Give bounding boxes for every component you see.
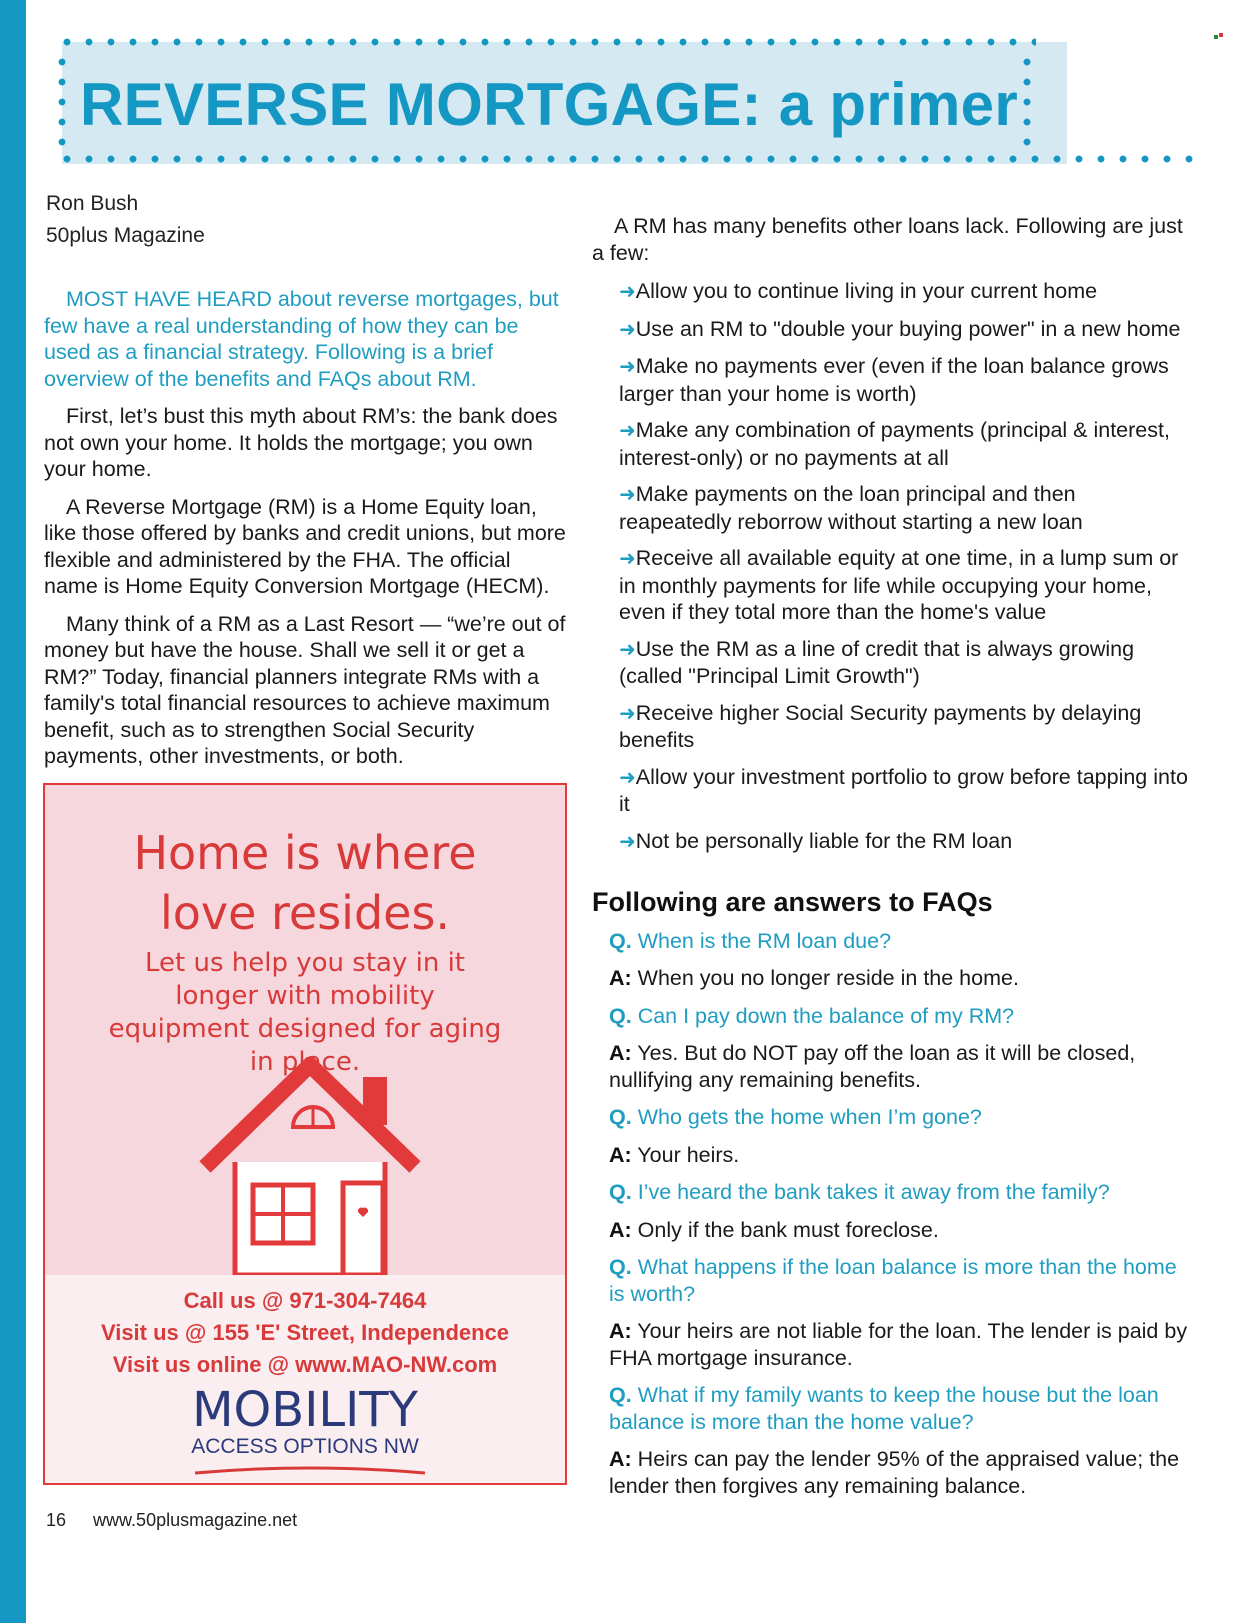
faq-question: Q. Who gets the home when I’m gone? xyxy=(609,1105,982,1129)
benefit-item: ➜Use the RM as a line of credit that is always growing (called "Principal Limit Growth") xyxy=(619,636,1135,688)
arrow-icon: ➜ xyxy=(619,548,636,570)
faq-answer: A: Only if the bank must foreclose. xyxy=(609,1217,939,1242)
faq-list xyxy=(592,928,1192,1500)
benefits-intro: A RM has many benefits other loans lack. Following are just a few: xyxy=(592,214,1183,265)
mobility-logo-subtitle: ACCESS OPTIONS NW xyxy=(191,1435,419,1458)
corner-mark-icon xyxy=(1214,33,1224,41)
ad-contact-panel xyxy=(45,1275,565,1485)
page-number: 16 xyxy=(46,1510,67,1530)
benefit-item: ➜Make payments on the loan principal and then reapeatedly reborrow without starting a new loan xyxy=(619,482,1083,534)
benefit-item: ➜Not be personally liable for the RM loan xyxy=(619,828,1013,853)
house-icon xyxy=(195,1057,425,1275)
intro-paragraph: MOST HAVE HEARD about reverse mortgages, but few have a real understanding of how they can be used as a financial strategy. Following is a brief overview of the benefits and FAQs about RM. xyxy=(44,287,559,391)
title-dots-right xyxy=(1023,52,1031,152)
byline-author: Ron Bush xyxy=(46,192,139,215)
benefit-item: ➜Make no payments ever (even if the loan balance grows larger than your home is worth) xyxy=(619,354,1169,406)
title-dots-left xyxy=(58,52,66,152)
ad-contact-list xyxy=(45,1285,565,1381)
page-footer xyxy=(46,1510,319,1531)
faq-answer: A: Heirs can pay the lender 95% of the appraised value; the lender then forgives any remaining balance. xyxy=(609,1447,1180,1498)
mobility-logo: MOBILITY xyxy=(192,1382,418,1438)
logo-swoosh-icon xyxy=(195,1465,425,1477)
paragraph: A Reverse Mortgage (RM) is a Home Equity loan, like those offered by banks and credit unions, but more flexible and administered by the FHA. The official name is Home Equity Conversion Mortgage (HECM). xyxy=(44,494,566,598)
arrow-icon: ➜ xyxy=(619,484,636,506)
faq-answer: A: Your heirs are not liable for the loan. The lender is paid by FHA mortgage insurance. xyxy=(609,1319,1188,1370)
benefits-list xyxy=(592,278,1192,855)
byline-publication: 50plus Magazine xyxy=(46,224,205,247)
ad-address: Visit us @ 155 'E' Street, Independence xyxy=(100,1320,510,1345)
arrow-icon: ➜ xyxy=(619,356,636,378)
faq-question: Q. What if my family wants to keep the house but the loan balance is more than the home value? xyxy=(609,1383,1159,1434)
faq-answer: A: When you no longer reside in the home. xyxy=(609,966,1019,990)
ad-subline: Let us help you stay in it longer with mobility equipment designed for aging in place. xyxy=(108,948,502,1077)
arrow-icon: ➜ xyxy=(619,830,636,853)
faq-heading: Following are answers to FAQs xyxy=(592,887,993,917)
right-column xyxy=(592,213,1192,1510)
benefit-item: ➜Use an RM to "double your buying power" in a new home xyxy=(619,316,1181,341)
benefit-item: ➜Receive higher Social Security payments by delaying benefits xyxy=(619,700,1142,752)
left-accent-bar xyxy=(0,0,26,1623)
faq-question: Q. I’ve heard the bank takes it away from the family? xyxy=(609,1180,1110,1204)
arrow-icon: ➜ xyxy=(619,702,636,725)
paragraph: Many think of a RM as a Last Resort — “we’re out of money but have the house. Shall we sell it or get a RM?” Today, financial planners integrate RMs with a family's total financial resources to achieve maximum benefit, such as to strengthen Social Security payments, other investments, or both. xyxy=(44,611,566,768)
faq-question: Q. What happens if the loan balance is more than the home is worth? xyxy=(609,1255,1177,1306)
benefit-item: ➜Allow you to continue living in your current home xyxy=(619,279,1098,303)
faq-answer: A: Your heirs. xyxy=(609,1142,740,1167)
faq-answer: A: Yes. But do NOT pay off the loan as it will be closed, nullifying any remaining benefits. xyxy=(609,1041,1136,1092)
arrow-icon: ➜ xyxy=(619,281,636,303)
faq-question: Q. Can I pay down the balance of my RM? xyxy=(609,1003,1015,1028)
footer-website: www.50plusmagazine.net xyxy=(93,1510,298,1530)
page-title: REVERSE MORTGAGE: a primer xyxy=(80,71,1018,138)
arrow-icon: ➜ xyxy=(619,420,636,442)
title-dots-bottom xyxy=(56,155,1206,163)
arrow-icon: ➜ xyxy=(619,638,636,661)
mobility-advertisement xyxy=(43,783,567,1485)
benefit-item: ➜Allow your investment portfolio to grow before tapping into it xyxy=(619,764,1188,816)
benefit-item: ➜Make any combination of payments (principal & interest, interest-only) or no payments at all xyxy=(619,418,1170,470)
benefit-item: ➜Receive all available equity at one time, in a lump sum or in monthly payments for life while occupying your home, even if they total more than the home's value xyxy=(619,546,1179,624)
ad-headline: Home is where love resides. xyxy=(133,826,477,940)
left-column xyxy=(44,286,569,781)
faq-question: Q. When is the RM loan due? xyxy=(609,928,892,953)
paragraph: First, let’s bust this myth about RM’s: the bank does not own your home. It holds the mortgage; you own your home. xyxy=(44,404,558,481)
arrow-icon: ➜ xyxy=(619,318,636,341)
ad-phone: Call us @ 971-304-7464 xyxy=(183,1288,427,1313)
ad-website: Visit us online @ www.MAO-NW.com xyxy=(112,1352,498,1377)
title-dots-top xyxy=(56,38,1036,46)
arrow-icon: ➜ xyxy=(619,766,636,789)
